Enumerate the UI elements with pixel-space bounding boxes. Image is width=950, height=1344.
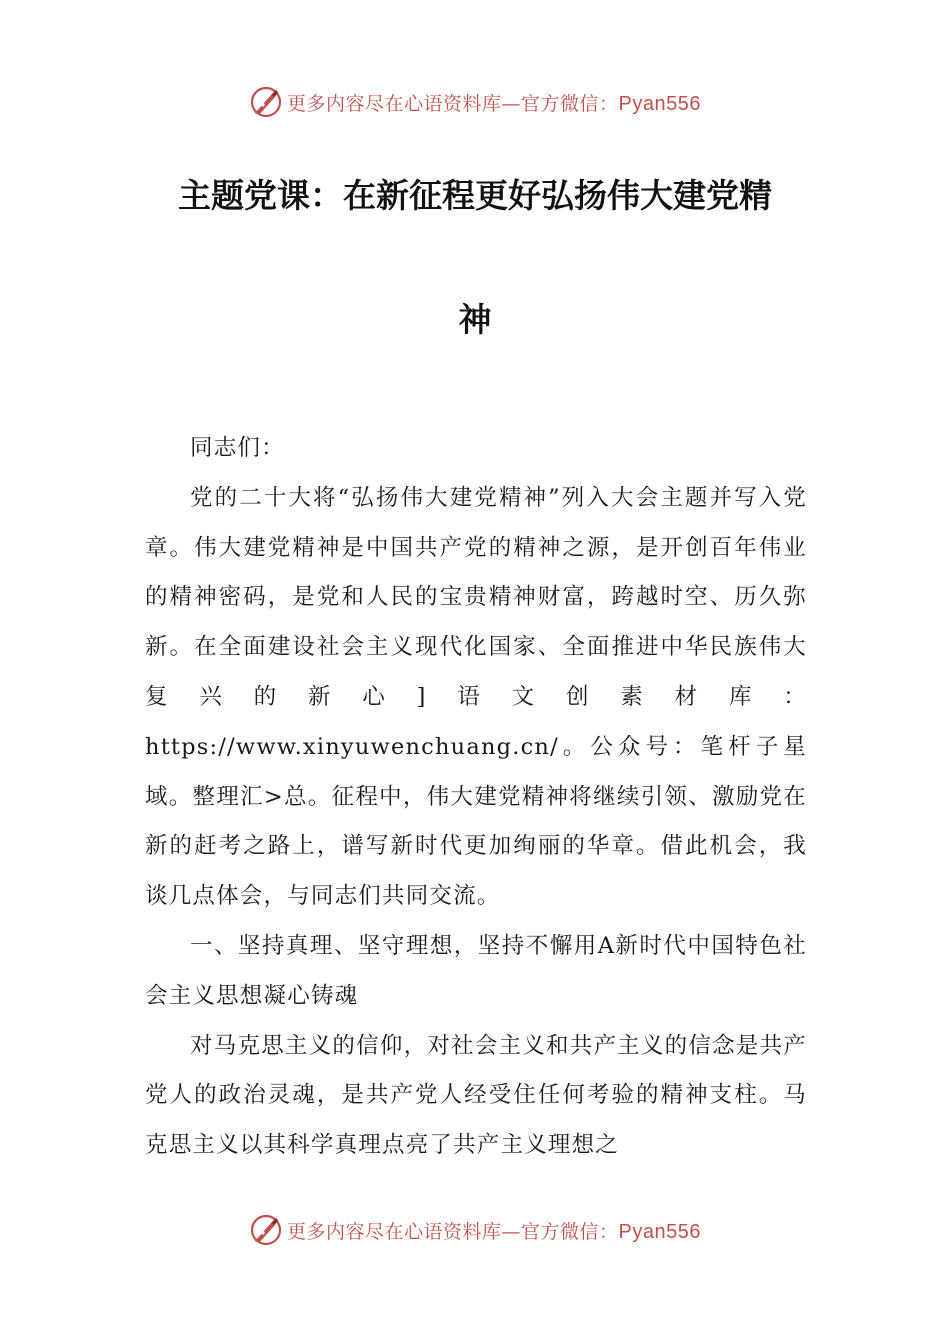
footer-banner-main: 更多内容尽在心语资料库 [287, 1220, 502, 1243]
pen-nib-logo-icon [249, 85, 283, 119]
page-title-line-2: 神 [458, 300, 492, 339]
page-title-line-1: 主题党课：在新征程更好弘扬伟大建党精 [178, 176, 772, 215]
header-banner-suffix: 官方微信： [521, 92, 619, 115]
pen-nib-logo-icon [249, 1213, 283, 1247]
footer-banner [0, 1208, 950, 1252]
header-banner [0, 80, 950, 124]
footer-banner-text [287, 1217, 701, 1244]
footer-banner-suffix: 官方微信： [521, 1220, 619, 1243]
footer-banner-separator: — [501, 1220, 522, 1243]
document-body [145, 424, 807, 1171]
greeting: 同志们： [190, 435, 285, 461]
header-banner-main: 更多内容尽在心语资料库 [287, 92, 502, 115]
section-heading: 一、坚持真理、坚守理想，坚持不懈用A新时代中国特色社会主义思想凝心铸魂 [145, 932, 807, 1009]
header-banner-text [287, 89, 701, 116]
header-banner-separator: — [501, 92, 522, 115]
paragraph: 党的二十大将“弘扬伟大建党精神”列入大会主题并写入党章。伟大建党精神是中国共产党的精神之源，是开创百年伟业的精神密码，是党和人民的宝贵精神财富，跨越时空、历久弥新。在全面建设社会主义现代化国家、全面推进中华民族伟大复兴的新心]语文创素材库：https://www.xinyuwenchuang.cn/。公众号：笔杆子星域。整理汇>总。征程中，伟大建党精神将继续引领、激励党在新的赶考之路上，谱写新时代更加绚丽的华章。借此机会，我谈几点体会，与同志们共同交流。 [145, 484, 807, 910]
header-banner-wechat-id: Pyan556 [618, 92, 701, 115]
footer-banner-wechat-id: Pyan556 [618, 1220, 701, 1243]
paragraph: 对马克思主义的信仰，对社会主义和共产主义的信念是共产党人的政治灵魂，是共产党人经受住任何考验的精神支柱。马克思主义以其科学真理点亮了共产主义理想之 [145, 1032, 807, 1159]
